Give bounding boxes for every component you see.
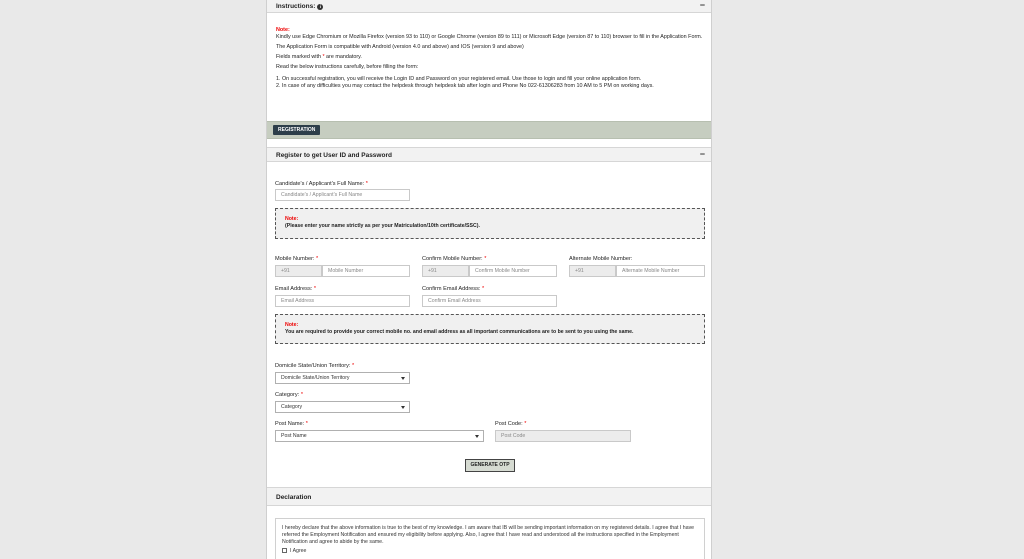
- application-sheet: [266, 0, 712, 559]
- mobile-label: Mobile Number: *: [275, 256, 319, 262]
- mobile-input[interactable]: Mobile Number: [322, 265, 410, 277]
- category-select[interactable]: Category: [275, 401, 410, 413]
- domicile-label: Domicile State/Union Territory: *: [275, 363, 355, 369]
- confirm-mobile-label: Confirm Mobile Number: *: [422, 256, 487, 262]
- name-note-box: [275, 208, 705, 239]
- instruction-item: 1. On successful registration, you will receive the Login ID and Password on your registered email. Use those to login and fill your online application form.: [276, 76, 642, 82]
- instructions-title: Instructions: i: [276, 3, 323, 10]
- declaration-header: [267, 487, 712, 506]
- post-name-label: Post Name: *: [275, 421, 308, 427]
- agree-checkbox[interactable]: [282, 548, 287, 553]
- alt-mobile-input[interactable]: Alternate Mobile Number: [616, 265, 705, 277]
- register-title: Register to get User ID and Password: [276, 152, 392, 159]
- chevron-down-icon: [401, 377, 405, 380]
- email-label: Email Address: *: [275, 286, 317, 292]
- note-label: Note:: [285, 322, 299, 328]
- confirm-email-input[interactable]: Confirm Email Address: [422, 295, 557, 307]
- compat-note: The Application Form is compatible with Android (version 4.0 and above) and IOS (version 9 and above): [276, 44, 524, 50]
- note-label: Note:: [276, 27, 290, 33]
- generate-otp-button[interactable]: GENERATE OTP: [465, 459, 515, 472]
- instruction-item: 2. In case of any difficulties you may contact the helpdesk through helpdesk tab after login and Phone No 022-61306283 from 10 AM to 5 PM on working days.: [276, 83, 654, 89]
- alt-mobile-country-code: +91: [569, 265, 616, 277]
- confirm-mobile-country-code: +91: [422, 265, 469, 277]
- collapse-icon[interactable]: −: [699, 0, 705, 10]
- full-name-label: Candidate's / Applicant's Full Name: *: [275, 181, 368, 187]
- note-label: Note:: [285, 216, 299, 222]
- email-input[interactable]: Email Address: [275, 295, 410, 307]
- mandatory-note: Fields marked with * are mandatory.: [276, 54, 362, 60]
- confirm-email-label: Confirm Email Address: *: [422, 286, 485, 292]
- instructions-body: [276, 27, 706, 90]
- category-label: Category: *: [275, 392, 304, 398]
- confirm-mobile-input[interactable]: Confirm Mobile Number: [469, 265, 557, 277]
- info-icon: i: [317, 4, 323, 10]
- name-note-text: (Please enter your name strictly as per your Matriculation/10th certificate/SSC).: [285, 223, 480, 229]
- post-code-label: Post Code: *: [495, 421, 527, 427]
- full-name-input[interactable]: Candidate's / Applicant's Full Name: [275, 189, 410, 201]
- domicile-select[interactable]: Domicile State/Union Territory: [275, 372, 410, 384]
- agree-row[interactable]: [282, 548, 698, 555]
- alt-mobile-label: Alternate Mobile Number:: [569, 256, 633, 262]
- registration-tab[interactable]: REGISTRATION: [273, 125, 320, 135]
- instruction-list: [276, 76, 706, 90]
- contact-note-text: You are required to provide your correct mobile no. and email address as all important communications are to be sent to you using the same.: [285, 329, 634, 335]
- mobile-country-code: +91: [275, 265, 322, 277]
- register-header[interactable]: [267, 147, 712, 162]
- read-below-note: Read the below instructions carefully, before filling the form:: [276, 64, 419, 70]
- instructions-header[interactable]: [267, 0, 712, 13]
- contact-note-box: [275, 314, 705, 344]
- chevron-down-icon: [401, 406, 405, 409]
- post-name-select[interactable]: Post Name: [275, 430, 484, 442]
- chevron-down-icon: [475, 435, 479, 438]
- agree-label: I Agree: [290, 548, 307, 554]
- declaration-text: I hereby declare that the above information is true to the best of my knowledge. I am aware that IB will be sending important information on my registered details. I agree that I have referred the Employment Notification and ensured my eligibility before applying. Also, I agree that I have read and understood all the instructions specified in the Employment Notification and agree to abide by the same.: [282, 525, 695, 545]
- declaration-title: Declaration: [276, 494, 312, 501]
- registration-bar: [267, 121, 712, 139]
- declaration-box: [275, 518, 705, 559]
- post-code-input: Post Code: [495, 430, 631, 442]
- browser-note: Kindly use Edge Chromium or Mozilla Firefox (version 93 to 110) or Google Chrome (version 89 to 111) or Microsoft Edge (version 87 to 110) browser to fill in the Application Form.: [276, 34, 703, 40]
- collapse-icon[interactable]: −: [699, 149, 705, 159]
